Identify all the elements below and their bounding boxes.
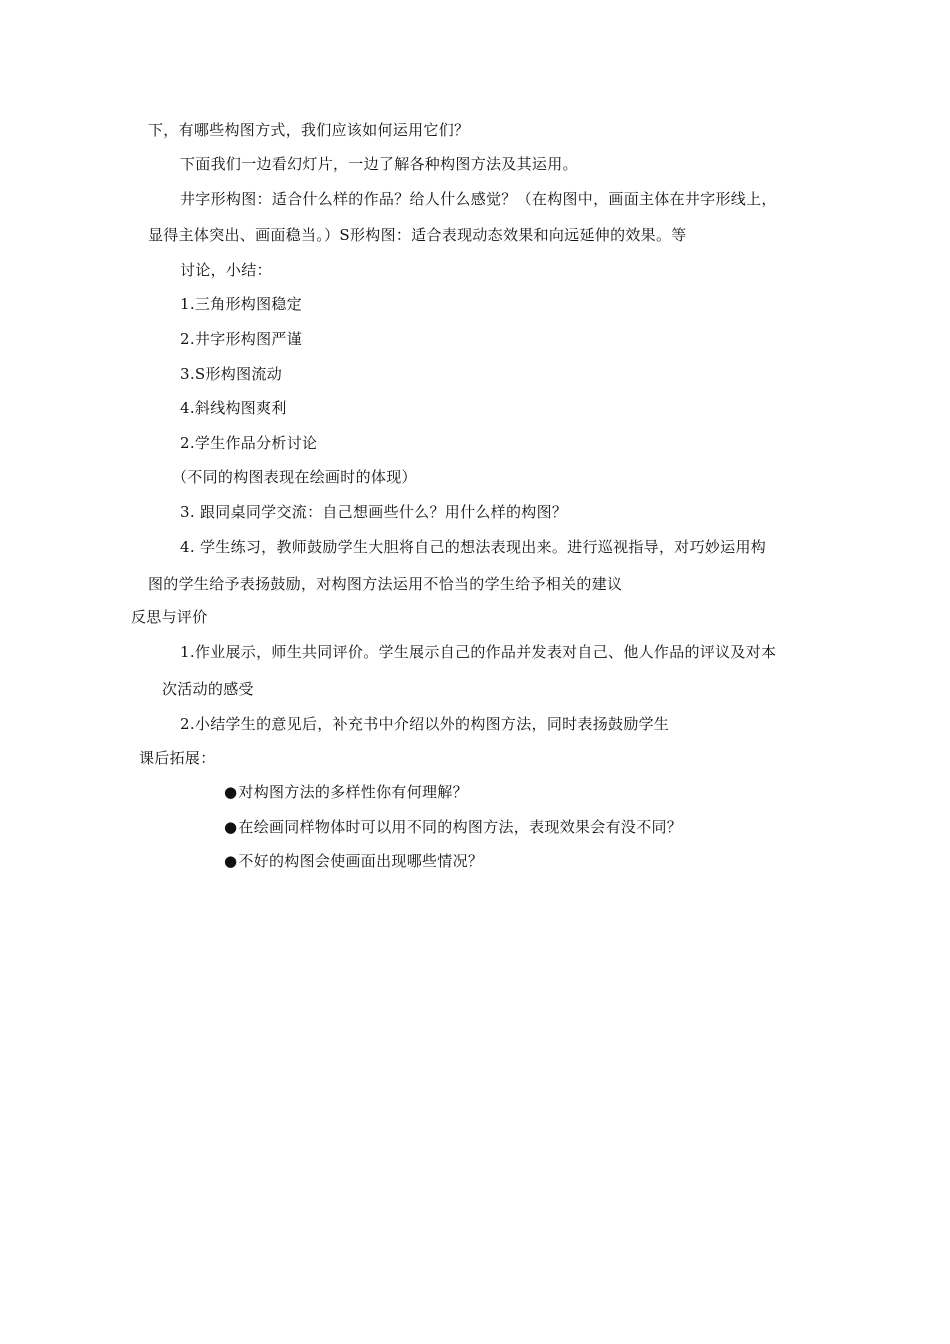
- bullet-item: [224, 782, 468, 802]
- bullet-icon: ●: [224, 818, 238, 836]
- bullet-icon: ●: [224, 783, 238, 801]
- text-line: 下，有哪些构图方式，我们应该如何运用它们？: [148, 121, 470, 139]
- bullet-item: [224, 851, 483, 871]
- text-line: 井字形构图：适合什么样的作品？给人什么感觉？（在构图中，画面主体在井字形线上，: [180, 190, 777, 208]
- section-heading: 课后拓展：: [139, 749, 216, 767]
- text-line: 讨论，小结：: [180, 261, 272, 279]
- list-item: 3.S形构图流动: [180, 365, 282, 383]
- bullet-text: 在绘画同样物体时可以用不同的构图方法，表现效果会有没不同？: [238, 818, 683, 836]
- list-item: 4. 学生练习，教师鼓励学生大胆将自己的想法表现出来。进行巡视指导，对巧妙运用构: [180, 538, 767, 556]
- text-line: 显得主体突出、画面稳当。）S形构图：适合表现动态效果和向远延伸的效果。等: [148, 226, 687, 244]
- bullet-text: 对构图方法的多样性你有何理解？: [238, 783, 468, 801]
- bullet-text: 不好的构图会使画面出现哪些情况？: [238, 852, 484, 870]
- list-item: 1.三角形构图稳定: [180, 295, 303, 313]
- list-item: 2.井字形构图严谨: [180, 330, 303, 348]
- list-item: 4.斜线构图爽利: [180, 399, 287, 417]
- text-line: （不同的构图表现在绘画时的体现）: [172, 468, 417, 486]
- text-line: 图的学生给予表扬鼓励，对构图方法运用不恰当的学生给予相关的建议: [148, 575, 623, 593]
- bullet-item: [224, 817, 682, 837]
- text-line: 下面我们一边看幻灯片，一边了解各种构图方法及其运用。: [180, 155, 578, 173]
- section-heading: 反思与评价: [131, 608, 208, 626]
- list-item: 2.小结学生的意见后，补充书中介绍以外的构图方法，同时表扬鼓励学生: [180, 715, 670, 733]
- text-line: 次活动的感受: [162, 680, 254, 698]
- bullet-icon: ●: [224, 852, 238, 870]
- list-item: 1.作业展示，师生共同评价。学生展示自己的作品并发表对自己、他人作品的评议及对本: [180, 643, 777, 661]
- list-item: 2.学生作品分析讨论: [180, 434, 318, 452]
- list-item: 3. 跟同桌同学交流：自己想画些什么？用什么样的构图？: [180, 503, 568, 521]
